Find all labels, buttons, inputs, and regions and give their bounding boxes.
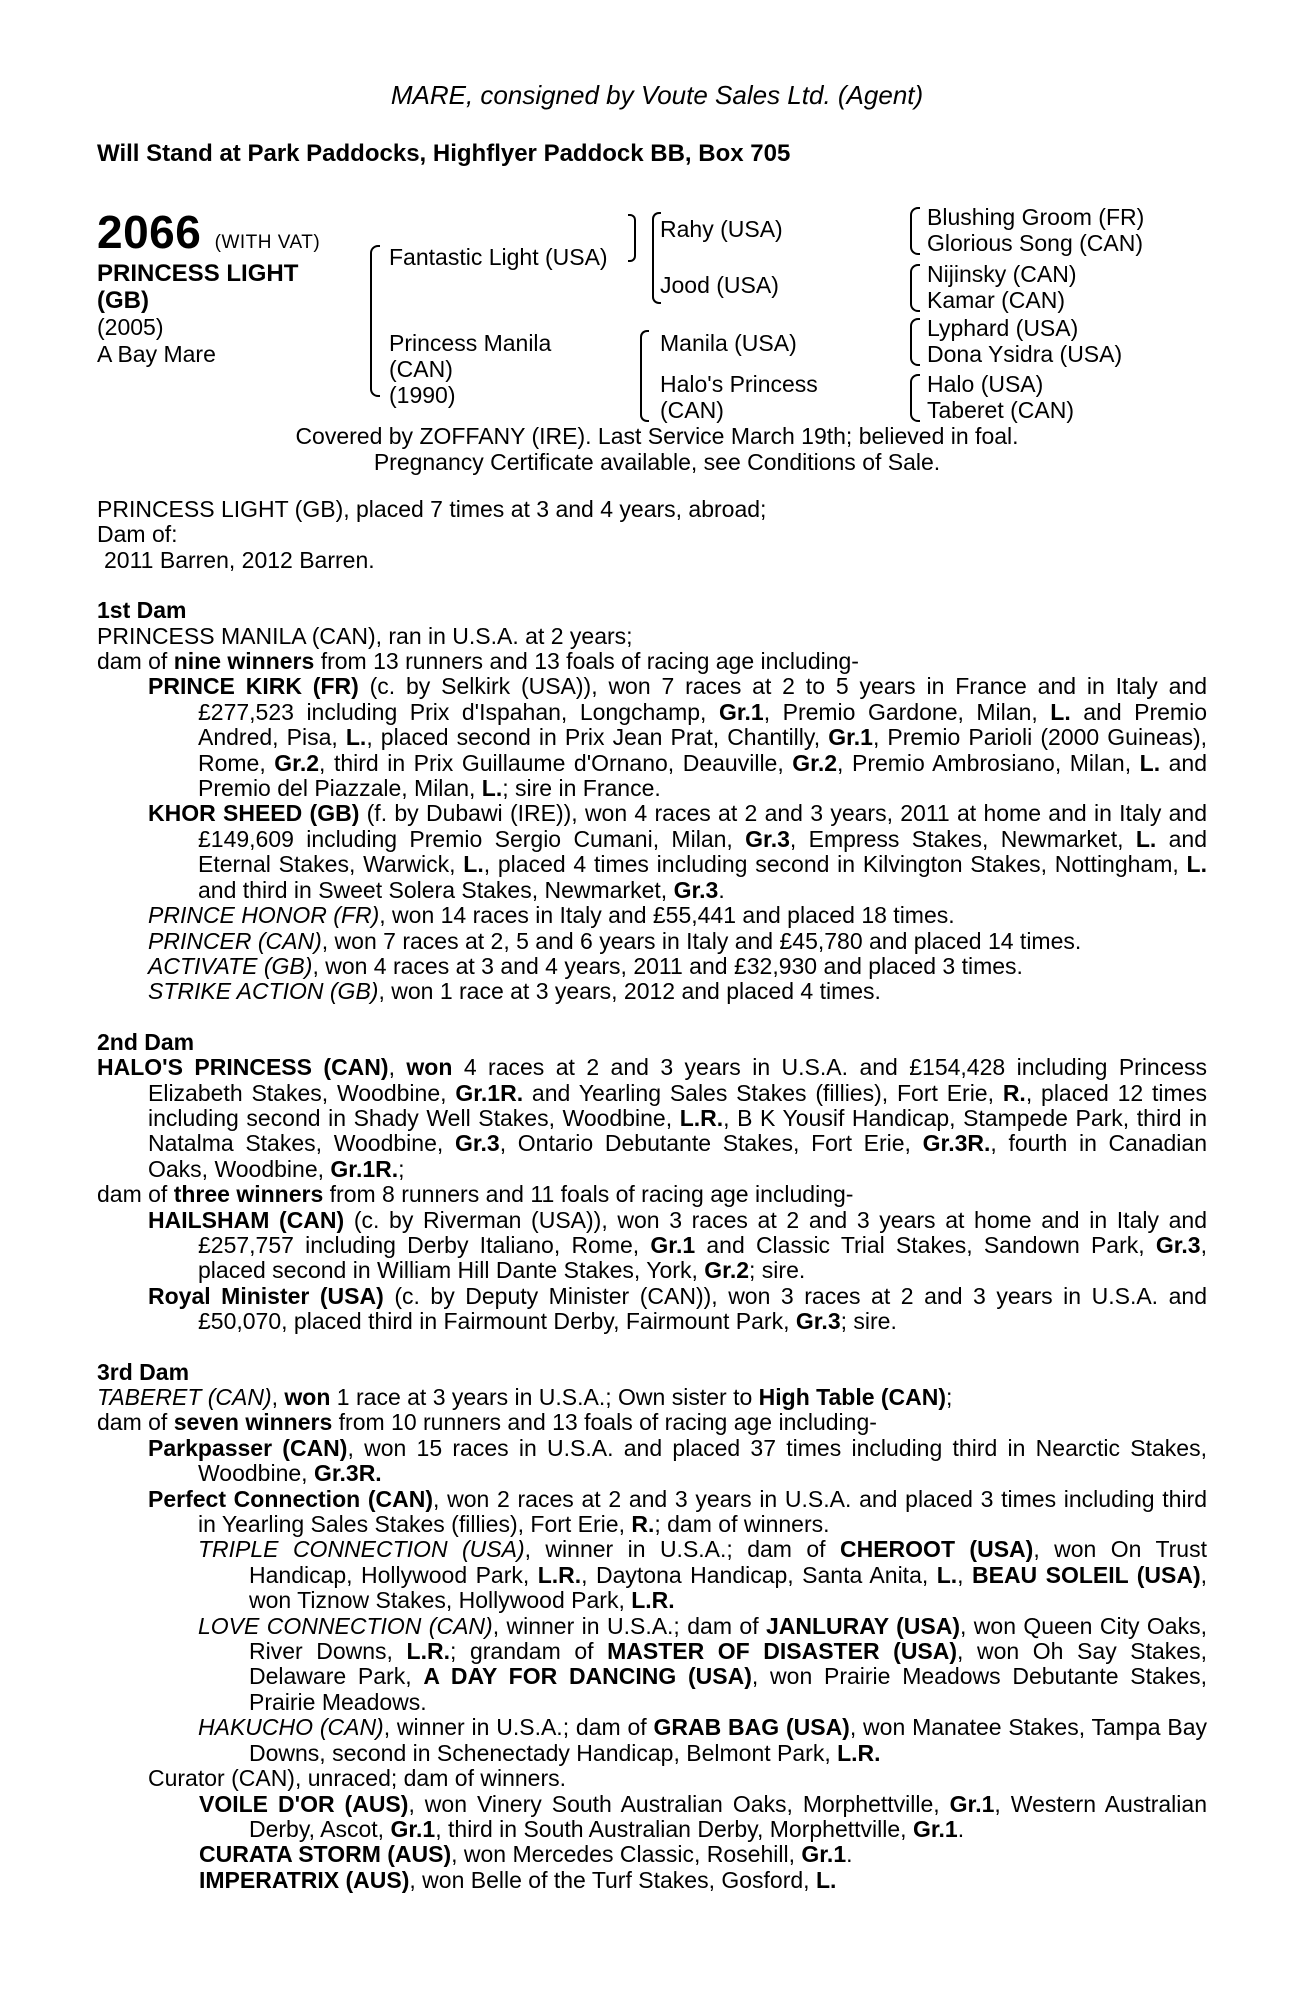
first-dam-dam-of: dam of nine winners from 13 runners and 13 foals of racing age including- — [97, 648, 859, 675]
offspring-triple-connection: TRIPLE CONNECTION (USA), winner in U.S.A.; dam of CHEROOT (USA), won On Trust Handicap, Hollywood Park, L.R., Daytona Handicap, Santa Anita, L., BEAU SOLEIL (USA), won Tiznow Stakes, Hollywood Park, L.R. — [198, 1536, 1207, 1614]
pedigree-dss: Lyphard (USA) — [927, 315, 1079, 341]
offspring-strike-action: STRIKE ACTION (GB), won 1 race at 3 years, 2012 and placed 4 times. — [148, 978, 881, 1005]
produce-record — [97, 497, 1207, 1893]
horse-name: PRINCESS LIGHT — [97, 260, 299, 287]
lot-number-row — [97, 205, 320, 259]
second-dam-record: HALO'S PRINCESS (CAN), won 4 races at 2 and 3 years in U.S.A. and £154,428 including Princess Elizabeth Stakes, Woodbine, Gr.1R. and Yearling Sales Stakes (fillies), Fort Erie, R., placed 12 times including second in Shady Well Stakes, Woodbine, L.R., B K Yousif Handicap, Stampede Park, third in Natalma Stakes, Woodbine, Gr.3, Ontario Debutante Stakes, Fort Erie, Gr.3R., fourth in Canadian Oaks, Woodbine, Gr.1R.; — [97, 1054, 1208, 1182]
brace-g2 — [910, 264, 920, 312]
brace-g4 — [910, 374, 920, 422]
stand-location: Will Stand at Park Paddocks, Highflyer Paddock BB, Box 705 — [97, 140, 791, 167]
offspring-hailsham: HAILSHAM (CAN) (c. by Riverman (USA)), won 3 races at 2 and 3 years at home and in Italy and £257,757 including Derby Italiano, Rome, Gr.1 and Classic Trial Stakes, Sandown Park, Gr.3, placed second in William Hill Dante Stakes, York, Gr.2; sire. — [148, 1206, 1207, 1284]
consignment-line: MARE, consigned by Voute Sales Ltd. (Agent) — [390, 80, 924, 110]
pedigree-dam-dam-line1: Halo's Princess — [660, 371, 818, 397]
pedigree-dsd: Dona Ysidra (USA) — [927, 341, 1123, 367]
offspring-princer: PRINCER (CAN), won 7 races at 2, 5 and 6 years in Italy and £45,780 and placed 14 times. — [148, 927, 1082, 954]
pedigree-ssd: Glorious Song (CAN) — [927, 230, 1144, 256]
offspring-voile-dor: VOILE D'OR (AUS), won Vinery South Australian Oaks, Morphettville, Gr.1, Western Australian Derby, Ascot, Gr.1, third in South Australian Derby, Morphettville, Gr.1. — [199, 1790, 1207, 1842]
pedigree-brace-sire-r — [628, 214, 636, 262]
pedigree-sire-sire: Rahy (USA) — [660, 216, 783, 242]
pedigree-dam-sire: Manila (USA) — [660, 330, 797, 356]
offspring-curator: Curator (CAN), unraced; dam of winners. — [148, 1765, 566, 1792]
third-dam-record: TABERET (CAN), won 1 race at 3 years in U.S.A.; Own sister to High Table (CAN); — [97, 1384, 953, 1410]
second-dam-dam-of: dam of three winners from 8 runners and 11 foals of racing age including- — [97, 1181, 854, 1208]
pedigree-sire-dam: Jood (USA) — [660, 272, 779, 298]
pedigree-dam-line1: Princess Manila — [389, 330, 552, 356]
offspring-prince-honor: PRINCE HONOR (FR), won 14 races in Italy and £55,441 and placed 18 times. — [148, 902, 955, 929]
summary-dam-of: Dam of: — [97, 521, 178, 548]
summary-produce: 2011 Barren, 2012 Barren. — [104, 546, 375, 573]
horse-year: (2005) — [97, 314, 164, 340]
offspring-perfect-connection: Perfect Connection (CAN), won 2 races at 2 and 3 years in U.S.A. and placed 3 times including third in Yearling Sales Stakes (fillies), Fort Erie, R.; dam of winners. — [148, 1485, 1208, 1538]
pedigree-brace-main — [370, 245, 380, 397]
lot-number: 2066 — [97, 206, 202, 258]
horse-description: A Bay Mare — [97, 341, 216, 367]
offspring-parkpasser: Parkpasser (CAN), won 15 races in U.S.A. and placed 37 times including third in Nearctic Stakes, Woodbine, Gr.3R. — [148, 1434, 1207, 1487]
offspring-activate: ACTIVATE (GB), won 4 races at 3 and 4 years, 2011 and £32,930 and placed 3 times. — [148, 952, 1023, 979]
brace-g3 — [910, 318, 920, 366]
offspring-prince-kirk: PRINCE KIRK (FR) (c. by Selkirk (USA)), won 7 races at 2 to 5 years in France and in Italy and £277,523 including Prix d'Ispahan, Longchamp, Gr.1, Premio Gardone, Milan, L. and Premio Andred, Pisa, L., placed second in Prix Jean Prat, Chantilly, Gr.1, Premio Parioli (2000 Guineas), Rome, Gr.2, third in Prix Guillaume d'Ornano, Deauville, Gr.2, Premio Ambrosiano, Milan, L. and Premio del Piazzale, Milan, L.; sire in France. — [148, 673, 1208, 802]
second-dam-heading: 2nd Dam — [97, 1028, 195, 1055]
summary-line: PRINCESS LIGHT (GB), placed 7 times at 3 and 4 years, abroad; — [97, 496, 767, 522]
pedigree-sire: Fantastic Light (USA) — [389, 244, 608, 270]
brace-g1 — [910, 207, 920, 255]
pregnancy-note: Pregnancy Certificate available, see Conditions of Sale. — [373, 449, 941, 475]
pedigree-sdd: Kamar (CAN) — [927, 287, 1066, 313]
pedigree-dam-line2: (CAN) — [389, 356, 453, 382]
first-dam-heading: 1st Dam — [97, 597, 187, 624]
pedigree-brace-dam — [640, 330, 649, 422]
pedigree-dam-line3: (1990) — [389, 382, 456, 408]
pedigree-dam-dam-line2: (CAN) — [660, 397, 724, 423]
vat-note: (WITH VAT) — [214, 232, 321, 253]
offspring-imperatrix: IMPERATRIX (AUS), won Belle of the Turf Stakes, Gosford, L. — [199, 1866, 837, 1893]
pedigree-ddd: Taberet (CAN) — [927, 397, 1074, 423]
offspring-love-connection: LOVE CONNECTION (CAN), winner in U.S.A.; dam of JANLURAY (USA), won Queen City Oaks, River Downs, L.R.; grandam of MASTER OF DISASTER (USA), won Oh Say Stakes, Delaware Park, A DAY FOR DANCING (USA), won Prairie Meadows Debutante Stakes, Prairie Meadows. — [198, 1612, 1207, 1715]
pedigree-sss: Blushing Groom (FR) — [927, 204, 1145, 230]
offspring-curata-storm: CURATA STORM (AUS), won Mercedes Classic, Rosehill, Gr.1. — [199, 1841, 853, 1868]
offspring-khor-sheed: KHOR SHEED (GB) (f. by Dubawi (IRE)), won 4 races at 2 and 3 years, 2011 at home and in Italy and £149,609 including Premio Sergio Cumani, Milan, Gr.3, Empress Stakes, Newmarket, L. and Eternal Stakes, Warwick, L., placed 4 times including second in Kilvington Stakes, Nottingham, L. and third in Sweet Solera Stakes, Newmarket, Gr.3. — [148, 800, 1208, 903]
third-dam-heading: 3rd Dam — [97, 1358, 190, 1385]
pedigree-sds: Nijinsky (CAN) — [927, 261, 1077, 287]
offspring-hakucho: HAKUCHO (CAN), winner in U.S.A.; dam of GRAB BAG (USA), won Manatee Stakes, Tampa Bay Downs, second in Schenectady Handicap, Belmont Park, L.R. — [198, 1714, 1207, 1766]
offspring-royal-minister: Royal Minister (USA) (c. by Deputy Minister (CAN)), won 3 races at 2 and 3 years in U.S.A. and £50,070, placed third in Fairmount Derby, Fairmount Park, Gr.3; sire. — [148, 1282, 1207, 1335]
third-dam-dam-of: dam of seven winners from 10 runners and 13 foals of racing age including- — [97, 1409, 877, 1436]
pedigree-dds: Halo (USA) — [927, 371, 1044, 397]
horse-country: (GB) — [97, 287, 149, 314]
first-dam-intro: PRINCESS MANILA (CAN), ran in U.S.A. at 2 years; — [97, 622, 633, 649]
cover-note: Covered by ZOFFANY (IRE). Last Service March 19th; believed in foal. — [295, 423, 1019, 449]
